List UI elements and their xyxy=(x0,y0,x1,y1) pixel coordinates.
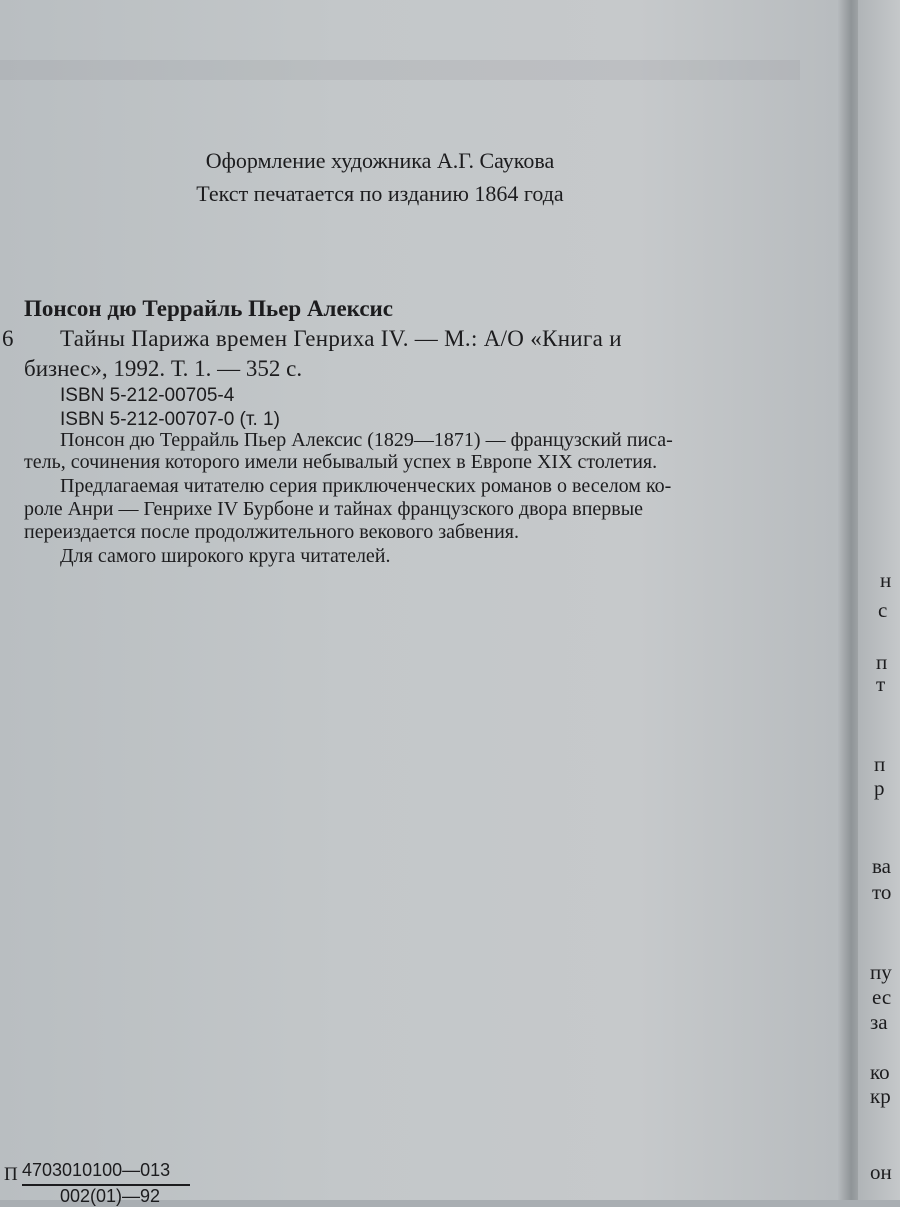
isbn-2: ISBN 5-212-00707-0 (т. 1) xyxy=(60,409,280,430)
right-page xyxy=(858,0,900,1200)
right-page-fragment: за xyxy=(870,1010,888,1034)
right-page-fragment: р xyxy=(874,776,885,800)
right-page-fragment: ко xyxy=(870,1060,890,1084)
right-page-fragment: то xyxy=(872,880,892,904)
designer-line: Оформление художника А.Г. Саукова xyxy=(205,148,555,173)
description-line: переиздается после продолжительного векового забвения. xyxy=(24,521,519,543)
footer-code: 4703010100—013 xyxy=(22,1160,171,1180)
description-line: Понсон дю Террайль Пьер Алексис (1829—1871) — французский писа- xyxy=(60,429,673,451)
description-line: тель, сочинения которого имели небывалый успех в Европе XIX столетия. xyxy=(24,451,658,473)
right-page-fragment: кр xyxy=(870,1084,891,1108)
right-page-fragment: с xyxy=(878,598,888,622)
description-line: Предлагаемая читателю серия приключенческих романов о веселом ко- xyxy=(60,475,672,497)
right-page-fragment: пу xyxy=(870,960,892,984)
right-page-fragment: ес xyxy=(872,985,892,1009)
description-line: роле Анри — Генрихе IV Бурбоне и тайнах французского двора впервые xyxy=(24,498,644,520)
right-page-fragment: н xyxy=(880,568,892,592)
right-page-fragment: п xyxy=(876,650,888,674)
bleed-through-shadow xyxy=(0,60,800,80)
title-line-1: Тайны Парижа времен Генриха IV. — М.: А/О «Книга и xyxy=(60,326,622,351)
right-page-fragment: он xyxy=(870,1160,892,1184)
right-page-fragment: ва xyxy=(872,854,891,878)
footer-code-2: 002(01)—92 xyxy=(60,1186,161,1206)
right-page-fragment: п xyxy=(874,752,886,776)
right-page-fragment: т xyxy=(876,672,886,696)
source-edition-line: Текст печатается по изданию 1864 года xyxy=(196,181,564,206)
class-number: 6 xyxy=(2,326,14,351)
title-line-2: бизнес», 1992. Т. 1. — 352 с. xyxy=(24,356,303,381)
author-heading: Понсон дю Террайль Пьер Алексис xyxy=(24,296,394,321)
isbn-1: ISBN 5-212-00705-4 xyxy=(60,385,235,406)
footer-prefix: П xyxy=(4,1164,18,1185)
description-line: Для самого широкого круга читателей. xyxy=(60,545,391,567)
